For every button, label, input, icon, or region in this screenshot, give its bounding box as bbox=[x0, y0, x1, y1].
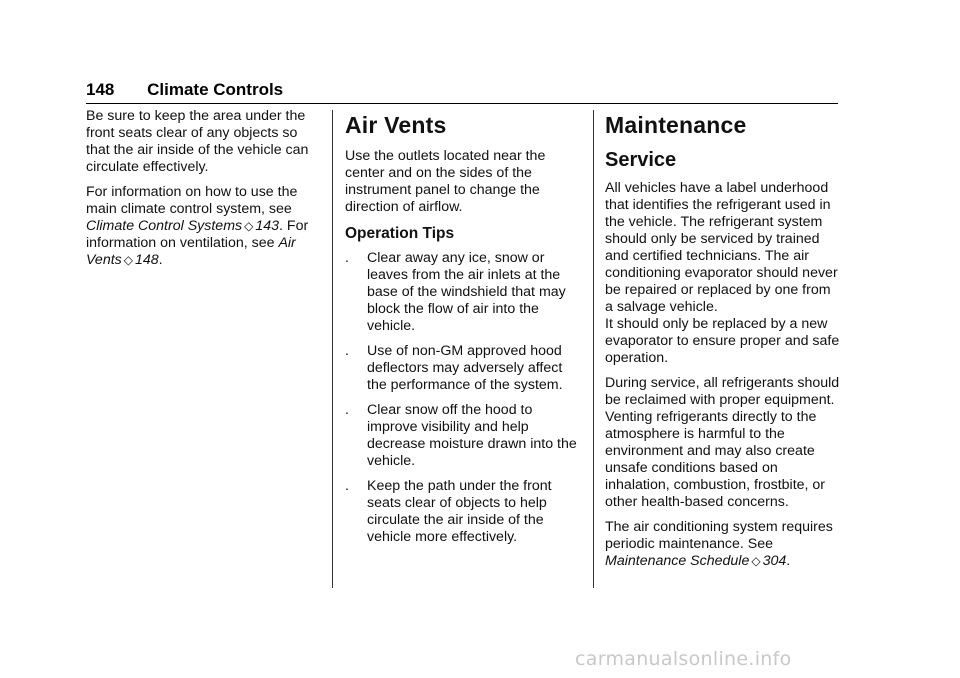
list-item: . Use of non-GM approved hood deflectors may adversely affect the performance of the system. bbox=[345, 343, 563, 393]
paragraph: During service, all refrigerants should be reclaimed with proper equipment. Venting refrigerants directly to the atmosphere is harmful to the environment and may also create unsafe conditions based on inhalation, combustion, frostbite, or other health-based concerns. bbox=[605, 375, 840, 510]
header-rule bbox=[86, 103, 838, 104]
column-left bbox=[86, 108, 322, 277]
list-item: . Clear away any ice, snow or leaves from the air inlets at the base of the windshield that may block the flow of air into the vehicle. bbox=[345, 250, 566, 334]
subheading-operation-tips: Operation Tips bbox=[345, 225, 455, 242]
list-item: . Clear snow off the hood to improve visibility and help decrease moisture drawn into the vehicle. bbox=[345, 402, 577, 469]
page-arrow-icon: ◇ bbox=[244, 219, 254, 233]
page-number: 148 bbox=[86, 80, 115, 99]
paragraph-with-references: For information on how to use the main climate control system, see Climate Control Systems ◇ 143. For information on ventilation, see Air Vents ◇ 148. bbox=[86, 184, 309, 268]
paragraph: Use the outlets located near the center and on the sides of the instrument panel to change the direction of airflow. bbox=[345, 148, 546, 215]
paragraph-with-reference: The air conditioning system requires periodic maintenance. See Maintenance Schedule ◇ 304. bbox=[605, 519, 833, 569]
heading-air-vents: Air Vents bbox=[345, 112, 447, 138]
bullet-icon: . bbox=[345, 250, 349, 266]
xref-maintenance-schedule[interactable]: Maintenance Schedule ◇ 304 bbox=[605, 553, 787, 569]
page-arrow-icon: ◇ bbox=[751, 554, 761, 568]
bullet-icon: . bbox=[345, 402, 349, 418]
xref-air-vents[interactable]: Air Vents ◇ 148 bbox=[86, 235, 296, 268]
page-arrow-icon: ◇ bbox=[123, 253, 133, 267]
watermark: carmanualsonline.info bbox=[575, 648, 792, 670]
column-middle bbox=[345, 108, 577, 554]
xref-climate-control-systems[interactable]: Climate Control Systems ◇ 143 bbox=[86, 218, 280, 234]
list-item: . Keep the path under the front seats clear of objects to help circulate the air inside of the vehicle more effectively. bbox=[345, 478, 552, 545]
bullet-icon: . bbox=[345, 343, 349, 359]
page-header bbox=[86, 80, 838, 100]
paragraph: It should only be replaced by a new evaporator to ensure proper and safe operation. bbox=[605, 316, 840, 366]
section-title: Climate Controls bbox=[147, 80, 284, 99]
heading-maintenance: Maintenance bbox=[605, 112, 747, 138]
tips-list bbox=[345, 250, 577, 546]
column-divider-2 bbox=[593, 110, 594, 588]
column-divider-1 bbox=[332, 110, 333, 588]
column-right bbox=[605, 108, 841, 578]
bullet-icon: . bbox=[345, 478, 349, 494]
paragraph: All vehicles have a label underhood that identifies the refrigerant used in the vehicle. The refrigerant system should only be serviced by trained and certified technicians. The air conditioning evaporator should never be repaired or replaced by one from a salvage vehicle. bbox=[605, 180, 838, 315]
paragraph: Be sure to keep the area under the front seats clear of any objects so that the air inside of the vehicle can circulate effectively. bbox=[86, 108, 309, 175]
subheading-service: Service bbox=[605, 149, 677, 171]
